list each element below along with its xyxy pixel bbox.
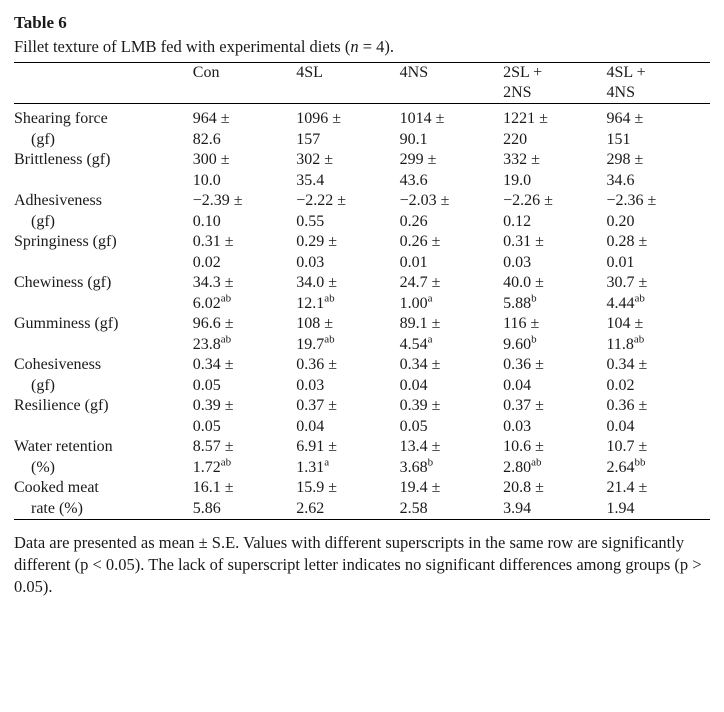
cell-se: [503, 253, 606, 274]
row-label-line2: rate (%): [31, 499, 83, 517]
row-label-cooked-meat-rate: [14, 478, 193, 520]
cell-value: [607, 396, 710, 437]
header-4ns-line1: 4NS: [399, 64, 429, 81]
cell-mean: −2.26 ±: [503, 192, 553, 209]
cell-se-value: 9.60: [503, 335, 532, 353]
cell-se-value: 0.26: [399, 212, 428, 230]
cell-value: [400, 273, 503, 314]
cell-se-value: 0.10: [192, 212, 221, 230]
cell-superscript: b: [531, 292, 537, 305]
cell-se-value: 0.04: [503, 376, 532, 394]
cell-value: [503, 109, 606, 150]
cell-value: [503, 273, 606, 314]
row-label-line1: Resilience (gf): [14, 397, 109, 414]
cell-value: [400, 437, 503, 478]
cell-value: [503, 150, 606, 191]
header-2sl2ns-line2: 2NS: [503, 84, 532, 101]
cell-se-value: 0.03: [296, 376, 325, 394]
cell-mean: 15.9 ±: [296, 479, 337, 496]
cell-se: [193, 417, 296, 438]
cell-mean: 0.36 ±: [606, 397, 648, 414]
row-label-shearing-force: [14, 109, 193, 150]
cell-mean: 0.34 ±: [606, 356, 648, 373]
cell-se: [193, 294, 296, 315]
cell-mean: 0.31 ±: [192, 233, 234, 250]
cell-se-value: 0.02: [192, 253, 221, 271]
cell-se-value: 11.8: [606, 335, 634, 353]
cell-mean: 89.1 ±: [399, 315, 441, 332]
cell-superscript: ab: [220, 333, 232, 346]
cell-se: [400, 499, 503, 520]
cell-value: [503, 314, 606, 355]
cell-se-value: 3.94: [503, 499, 532, 517]
cell-value: [193, 150, 296, 191]
cell-mean: 21.4 ±: [606, 479, 648, 496]
row-label-line2: (%): [31, 458, 55, 476]
footnote-segment-1: Data are presented as mean ± S.E. Values with different superscripts in the same row are significantly different (: [14, 533, 685, 574]
cell-mean: −2.39 ±: [192, 192, 243, 209]
cell-value: [193, 396, 296, 437]
header-2sl2ns-line1: 2SL +: [503, 64, 543, 81]
row-label-adhesiveness: [14, 191, 193, 232]
cell-se: [400, 130, 503, 151]
cell-superscript: bb: [634, 456, 646, 469]
cell-value: [193, 478, 296, 520]
table-row: [14, 437, 710, 478]
cell-se-value: 5.88: [503, 294, 532, 312]
table-row: [14, 355, 710, 396]
cell-mean: 299 ±: [399, 151, 437, 168]
cell-superscript: ab: [324, 333, 335, 346]
table-row: [14, 232, 710, 273]
cell-se-value: 0.04: [606, 417, 635, 435]
cell-value: [400, 396, 503, 437]
cell-se-value: 10.0: [192, 171, 221, 189]
cell-se: [503, 417, 606, 438]
cell-mean: 13.4 ±: [399, 438, 441, 455]
cell-mean: 1014 ±: [399, 110, 445, 127]
cell-value: [400, 314, 503, 355]
cell-mean: 964 ±: [606, 110, 644, 127]
row-label-line1: Chewiness (gf): [14, 274, 112, 291]
cell-se: [193, 253, 296, 274]
cell-se: [503, 335, 606, 356]
cell-mean: 96.6 ±: [192, 315, 234, 332]
cell-mean: 0.37 ±: [296, 397, 337, 414]
row-label-line1: Water retention: [14, 438, 113, 455]
row-label-resilience: [14, 396, 193, 437]
cell-mean: 0.36 ±: [503, 356, 544, 373]
cell-se-value: 1.00: [399, 294, 428, 312]
cell-se-value: 82.6: [192, 130, 221, 148]
header-4sl-line1: 4SL: [296, 64, 323, 81]
cell-value: [193, 437, 296, 478]
cell-mean: 1096 ±: [296, 110, 341, 127]
cell-superscript: a: [324, 456, 330, 469]
cell-superscript: b: [427, 456, 434, 469]
cell-se: [296, 417, 399, 438]
header-cell-4sl-4ns: [607, 63, 710, 104]
cell-se-value: 0.20: [606, 212, 635, 230]
cell-se-value: 0.55: [296, 212, 325, 230]
row-label-line1: Cooked meat: [14, 479, 99, 496]
cell-se: [607, 417, 710, 438]
cell-mean: 0.37 ±: [503, 397, 544, 414]
footnote-segment-2: < 0.05). The lack of superscript letter indicates no significant differences among groups (: [88, 555, 680, 574]
cell-se: [400, 417, 503, 438]
cell-value: [503, 232, 606, 273]
cell-se-value: 3.68: [399, 458, 428, 476]
cell-mean: 0.28 ±: [606, 233, 648, 250]
cell-se: [400, 335, 503, 356]
table-row: [14, 273, 710, 314]
cell-mean: 0.39 ±: [399, 397, 441, 414]
cell-value: [607, 109, 710, 150]
cell-mean: 300 ±: [192, 151, 230, 168]
cell-value: [296, 191, 399, 232]
row-label-line2: (gf): [31, 212, 55, 230]
cell-se-value: 0.03: [296, 253, 325, 271]
cell-value: [296, 314, 399, 355]
cell-se: [607, 499, 710, 520]
cell-mean: 40.0 ±: [503, 274, 544, 291]
table-row: [14, 314, 710, 355]
caption-text-pre: Fillet texture of LMB fed with experimental diets (: [14, 37, 351, 56]
cell-se: [607, 212, 710, 233]
cell-se-value: 35.4: [296, 171, 325, 189]
cell-se-value: 19.7: [296, 335, 325, 353]
cell-se: [296, 212, 399, 233]
cell-value: [193, 191, 296, 232]
cell-se: [296, 130, 399, 151]
cell-se: [193, 458, 296, 479]
cell-se-value: 0.04: [296, 417, 325, 435]
cell-value: [193, 109, 296, 150]
cell-se: [607, 335, 710, 356]
table-row: [14, 191, 710, 232]
cell-value: [503, 478, 606, 520]
cell-se: [607, 376, 710, 397]
cell-se: [503, 130, 606, 151]
cell-se: [503, 294, 606, 315]
cell-se: [607, 253, 710, 274]
row-label-gumminess: [14, 314, 193, 355]
table-row: [14, 150, 710, 191]
cell-value: [503, 396, 606, 437]
cell-value: [503, 191, 606, 232]
cell-se: [296, 458, 399, 479]
row-label-brittleness: [14, 150, 193, 191]
cell-superscript: a: [427, 333, 433, 346]
cell-se-value: 43.6: [399, 171, 428, 189]
cell-value: [296, 232, 399, 273]
table-row: [14, 396, 710, 437]
header-con-line1: Con: [192, 64, 220, 81]
cell-se: [503, 376, 606, 397]
cell-se-value: 0.12: [503, 212, 532, 230]
caption-n-symbol: n: [350, 37, 359, 56]
cell-mean: −2.03 ±: [399, 192, 450, 209]
cell-value: [607, 232, 710, 273]
cell-value: [296, 273, 399, 314]
cell-mean: 298 ±: [606, 151, 644, 168]
cell-mean: −2.36 ±: [606, 192, 657, 209]
cell-value: [296, 355, 399, 396]
cell-mean: 0.31 ±: [503, 233, 544, 250]
cell-superscript: b: [531, 333, 537, 346]
cell-se-value: 23.8: [192, 335, 221, 353]
cell-se: [296, 294, 399, 315]
cell-se: [400, 376, 503, 397]
cell-se-value: 1.31: [296, 458, 325, 476]
cell-value: [503, 437, 606, 478]
cell-se-value: 0.02: [606, 376, 635, 394]
row-label-line1: Brittleness (gf): [14, 151, 111, 168]
cell-se: [607, 458, 710, 479]
cell-se-value: 0.04: [399, 376, 428, 394]
cell-superscript: ab: [220, 456, 232, 469]
row-label-chewiness: [14, 273, 193, 314]
fillet-texture-table: [14, 62, 710, 525]
row-label-line1: Cohesiveness: [14, 356, 102, 373]
cell-mean: 8.57 ±: [192, 438, 234, 455]
row-label-line1: Springiness (gf): [14, 233, 117, 250]
cell-se: [503, 171, 606, 192]
table-caption: [14, 36, 710, 57]
row-label-line2: (gf): [31, 376, 55, 394]
cell-se: [296, 335, 399, 356]
table-number-label: Table 6: [14, 13, 67, 32]
cell-se: [193, 212, 296, 233]
cell-mean: 0.34 ±: [399, 356, 441, 373]
cell-mean: 16.1 ±: [192, 479, 234, 496]
cell-mean: 30.7 ±: [606, 274, 648, 291]
cell-se-value: 34.6: [606, 171, 635, 189]
cell-mean: 108 ±: [296, 315, 333, 332]
cell-value: [400, 478, 503, 520]
footnote-p-symbol-2: p: [679, 555, 689, 574]
cell-mean: 10.6 ±: [503, 438, 544, 455]
cell-se: [193, 376, 296, 397]
cell-value: [296, 150, 399, 191]
cell-se: [400, 212, 503, 233]
cell-value: [400, 355, 503, 396]
cell-se-value: 0.03: [503, 253, 532, 271]
header-cell-2sl-2ns: [503, 63, 606, 104]
cell-value: [607, 150, 710, 191]
cell-se: [400, 294, 503, 315]
cell-se-value: 0.01: [606, 253, 635, 271]
cell-se-value: 0.03: [503, 417, 532, 435]
cell-mean: 34.3 ±: [192, 274, 234, 291]
cell-mean: 116 ±: [503, 315, 540, 332]
cell-mean: 24.7 ±: [399, 274, 441, 291]
cell-se: [607, 171, 710, 192]
cell-mean: 34.0 ±: [296, 274, 337, 291]
table-footnote: [14, 525, 710, 598]
cell-se-value: 2.62: [296, 499, 325, 517]
cell-se-value: 2.64: [606, 458, 635, 476]
cell-se-value: 2.58: [399, 499, 428, 517]
row-label-line1: Shearing force: [14, 110, 108, 127]
cell-mean: 104 ±: [606, 315, 644, 332]
cell-value: [607, 355, 710, 396]
cell-value: [607, 437, 710, 478]
cell-se: [193, 335, 296, 356]
cell-superscript: ab: [633, 333, 645, 346]
cell-superscript: ab: [634, 292, 645, 305]
cell-superscript: ab: [324, 292, 335, 305]
cell-mean: −2.22 ±: [296, 192, 347, 209]
footnote-segment-3: > 0.05).: [14, 555, 702, 596]
cell-se-value: 12.1: [296, 294, 325, 312]
cell-se: [193, 499, 296, 520]
cell-se-value: 1.94: [606, 499, 635, 517]
cell-value: [296, 396, 399, 437]
table-top-rule: [14, 63, 710, 104]
cell-se: [607, 130, 710, 151]
cell-value: [400, 109, 503, 150]
cell-value: [607, 273, 710, 314]
cell-se: [503, 458, 606, 479]
cell-value: [193, 355, 296, 396]
row-label-water-retention: [14, 437, 193, 478]
cell-se: [607, 294, 710, 315]
cell-value: [503, 355, 606, 396]
row-label-springiness: [14, 232, 193, 273]
cell-superscript: ab: [220, 292, 232, 305]
cell-se: [400, 171, 503, 192]
cell-mean: 10.7 ±: [606, 438, 648, 455]
cell-se-value: 151: [606, 130, 631, 148]
cell-superscript: ab: [531, 456, 542, 469]
cell-mean: 0.26 ±: [399, 233, 441, 250]
row-label-line2: (gf): [31, 130, 55, 148]
cell-mean: 964 ±: [192, 110, 230, 127]
cell-value: [400, 191, 503, 232]
cell-mean: 0.36 ±: [296, 356, 337, 373]
header-4sl4ns-line1: 4SL +: [606, 64, 646, 81]
cell-se: [193, 130, 296, 151]
cell-se-value: 1.72: [192, 458, 221, 476]
cell-se: [503, 499, 606, 520]
cell-se-value: 90.1: [399, 130, 428, 148]
cell-value: [400, 232, 503, 273]
cell-se: [296, 499, 399, 520]
cell-se-value: 0.05: [192, 376, 221, 394]
row-label-cohesiveness: [14, 355, 193, 396]
cell-mean: 19.4 ±: [399, 479, 441, 496]
header-cell-con: [193, 63, 296, 104]
cell-se-value: 0.01: [399, 253, 428, 271]
cell-value: [296, 109, 399, 150]
cell-se: [400, 458, 503, 479]
cell-se-value: 4.44: [606, 294, 635, 312]
cell-se: [503, 212, 606, 233]
cell-mean: 0.34 ±: [192, 356, 234, 373]
header-cell-blank: [14, 63, 193, 104]
cell-se: [296, 171, 399, 192]
cell-se-value: 157: [296, 130, 321, 148]
cell-mean: 302 ±: [296, 151, 333, 168]
cell-mean: 0.29 ±: [296, 233, 337, 250]
cell-se-value: 0.05: [399, 417, 428, 435]
cell-se: [296, 376, 399, 397]
cell-se: [193, 171, 296, 192]
cell-se-value: 19.0: [503, 171, 532, 189]
row-label-line1: Adhesiveness: [14, 192, 102, 209]
row-label-line1: Gumminess (gf): [14, 315, 119, 332]
cell-superscript: a: [427, 292, 433, 305]
table-row: [14, 109, 710, 150]
cell-se-value: 6.02: [192, 294, 221, 312]
cell-value: [607, 478, 710, 520]
cell-se-value: 4.54: [399, 335, 428, 353]
cell-se: [296, 253, 399, 274]
cell-value: [607, 314, 710, 355]
cell-value: [607, 191, 710, 232]
table-row: [14, 478, 710, 520]
cell-mean: 20.8 ±: [503, 479, 544, 496]
cell-se-value: 220: [503, 130, 528, 148]
header-cell-4ns: [400, 63, 503, 104]
caption-text-post: = 4).: [358, 37, 395, 56]
header-cell-4sl: [296, 63, 399, 104]
cell-value: [193, 273, 296, 314]
cell-value: [296, 437, 399, 478]
header-4sl4ns-line2: 4NS: [606, 84, 635, 101]
cell-mean: 1221 ±: [503, 110, 548, 127]
cell-mean: 332 ±: [503, 151, 540, 168]
cell-value: [400, 150, 503, 191]
footnote-p-symbol-1: p: [80, 555, 89, 574]
cell-value: [193, 232, 296, 273]
cell-se: [400, 253, 503, 274]
cell-value: [296, 478, 399, 520]
cell-se-value: 5.86: [192, 499, 221, 517]
cell-se-value: 0.05: [192, 417, 221, 435]
cell-mean: 6.91 ±: [296, 438, 337, 455]
cell-value: [193, 314, 296, 355]
cell-se-value: 2.80: [503, 458, 532, 476]
cell-mean: 0.39 ±: [192, 397, 234, 414]
